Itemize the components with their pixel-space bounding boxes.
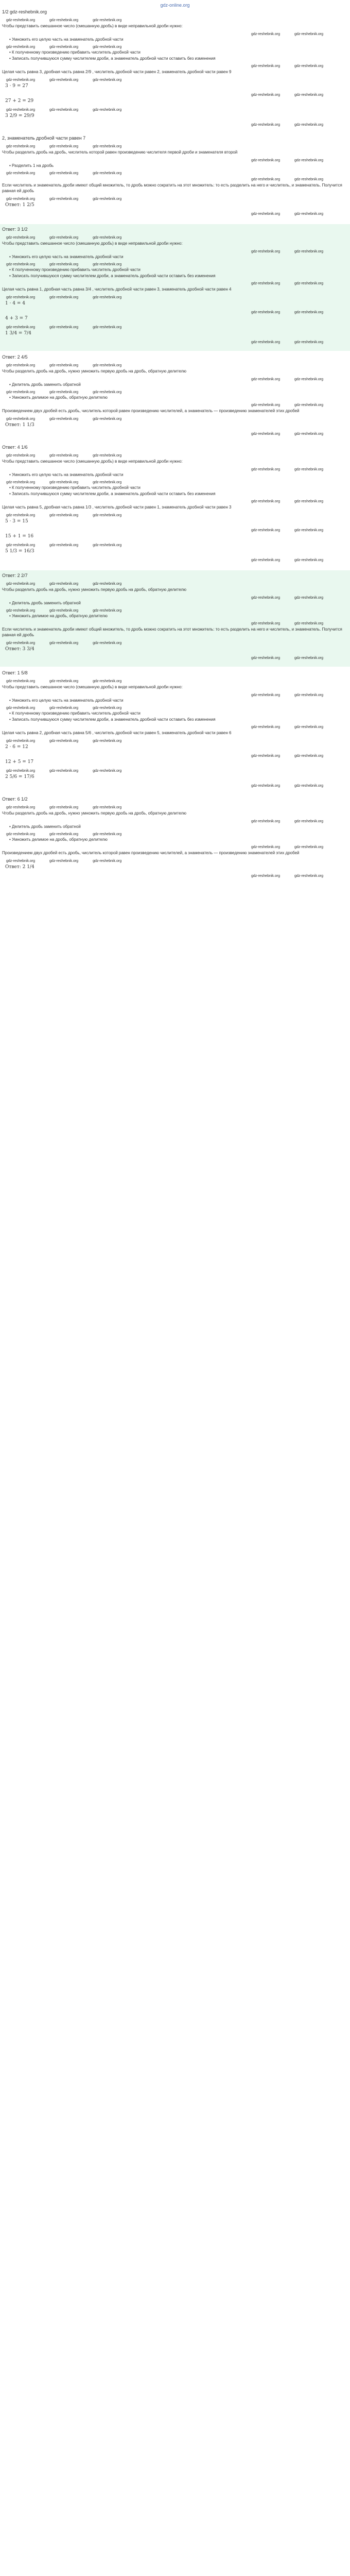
watermark-text: gdz-reshebnik.org: [294, 656, 323, 660]
watermark-text: gdz-reshebnik.org: [6, 706, 36, 710]
watermark-text: gdz-reshebnik.org: [251, 178, 280, 181]
task-text: Чтобы разделить дробь на дробь, числитель которой равен произведению числителя первой дроби и знаменателя второй: [2, 150, 238, 155]
watermark-text: gdz-reshebnik.org: [49, 481, 79, 484]
watermark-row: [2, 619, 348, 625]
task-text: Чтобы разделить дробь на дробь, нужно умножить первую дробь на дробь, обратную делителю: [2, 587, 187, 592]
formula-line: 2 · 6 = 12: [5, 744, 28, 750]
page: [0, 0, 350, 883]
watermark-text: gdz-reshebnik.org: [6, 641, 36, 645]
watermark-row: [2, 308, 348, 314]
step-item: • Делитель дробь заменить обратной: [9, 601, 81, 605]
watermark-text: gdz-reshebnik.org: [251, 558, 280, 562]
watermark-text: gdz-reshebnik.org: [251, 468, 280, 471]
task-text: Чтобы представить смешанное число (смешанную дробь) в виде неправильной дроби нужно:: [2, 24, 183, 28]
watermark-text: gdz-reshebnik.org: [294, 558, 323, 562]
block-intro: Ответ: 4 1/6: [2, 445, 28, 450]
step-item: • К полученному произведению прибавить числитель дробной части: [9, 267, 141, 272]
watermark-row: [2, 16, 348, 22]
formula-line: 12 + 5 = 17: [5, 759, 34, 765]
watermark-row: [2, 691, 348, 697]
watermark-row: [2, 465, 348, 471]
explanation-line: Целая часть равна 5, дробная часть равна 1/3 , числитель дробной части равен 1, знаменатель дробной части равен 3: [2, 505, 232, 510]
explanation-line: Целая часть равна 2, дробная часть равна 5/6 , числитель дробной части равен 5, знаменатель дробной части равен 6: [2, 731, 232, 735]
watermark-row: [2, 30, 348, 36]
watermark-text: gdz-reshebnik.org: [294, 178, 323, 181]
watermark-row: [2, 338, 348, 344]
watermark-text: gdz-reshebnik.org: [49, 739, 79, 743]
watermark-text: gdz-reshebnik.org: [6, 45, 36, 49]
watermark-row: [2, 121, 348, 127]
watermark-text: gdz-reshebnik.org: [6, 197, 36, 201]
watermark-row: [2, 857, 348, 863]
watermark-text: gdz-reshebnik.org: [49, 833, 79, 836]
watermark-text: gdz-reshebnik.org: [49, 706, 79, 710]
watermark-text: gdz-reshebnik.org: [93, 609, 122, 613]
watermark-text: gdz-reshebnik.org: [294, 820, 323, 823]
watermark-row: [2, 279, 348, 285]
watermark-row: [2, 156, 348, 162]
task-text: Чтобы представить смешанное число (смешанную дробь) в виде неправильной дроби нужно:: [2, 459, 183, 464]
watermark-text: gdz-reshebnik.org: [294, 212, 323, 216]
step-item: • Умножить делимое на дробь, обратную делителю: [9, 395, 108, 400]
watermark-text: gdz-reshebnik.org: [251, 754, 280, 758]
watermark-text: gdz-reshebnik.org: [93, 364, 122, 367]
formula-line: 15 + 1 = 16: [5, 534, 34, 539]
step-item: • Умножить его целую часть на знаменатель дробной части: [9, 255, 124, 259]
formula-line: Ответ: 1 2/5: [5, 202, 34, 208]
watermark-text: gdz-reshebnik.org: [294, 403, 323, 407]
watermark-text: gdz-reshebnik.org: [251, 845, 280, 849]
step-item: • Умножить его целую часть на знаменатель дробной части: [9, 698, 124, 703]
watermark-text: gdz-reshebnik.org: [251, 311, 280, 314]
watermark-text: gdz-reshebnik.org: [251, 93, 280, 97]
solution-block: [2, 9, 348, 132]
watermark-text: gdz-reshebnik.org: [49, 641, 79, 645]
watermark-text: gdz-reshebnik.org: [294, 622, 323, 625]
watermark-text: gdz-reshebnik.org: [93, 544, 122, 547]
watermark-row: [2, 752, 348, 758]
watermark-text: gdz-reshebnik.org: [6, 236, 36, 240]
watermark-text: gdz-reshebnik.org: [251, 820, 280, 823]
watermark-row: [2, 375, 348, 381]
watermark-text: gdz-reshebnik.org: [6, 609, 36, 613]
watermark-row: [2, 639, 348, 645]
step-item: • Записать получившуюся сумму числителем дроби, а знаменатель дробной части оставить без изменения: [9, 274, 216, 278]
watermark-text: gdz-reshebnik.org: [6, 582, 36, 586]
watermark-text: gdz-reshebnik.org: [294, 468, 323, 471]
watermark-row: [2, 556, 348, 562]
watermark-text: gdz-reshebnik.org: [49, 19, 79, 22]
watermark-text: gdz-reshebnik.org: [49, 108, 79, 112]
watermark-text: gdz-reshebnik.org: [6, 544, 36, 547]
watermark-row: [2, 817, 348, 823]
watermark-row: [2, 737, 348, 743]
watermark-text: gdz-reshebnik.org: [6, 680, 36, 683]
watermark-text: gdz-reshebnik.org: [49, 454, 79, 457]
watermark-text: gdz-reshebnik.org: [6, 806, 36, 809]
watermark-row: [2, 594, 348, 600]
watermark-text: gdz-reshebnik.org: [251, 874, 280, 878]
watermark-row: [2, 210, 348, 216]
watermark-text: gdz-reshebnik.org: [294, 784, 323, 788]
watermark-row: [2, 293, 348, 299]
watermark-text: gdz-reshebnik.org: [93, 145, 122, 148]
watermark-text: gdz-reshebnik.org: [93, 263, 122, 266]
watermark-text: gdz-reshebnik.org: [49, 609, 79, 613]
formula-line: 3 2/9 = 29/9: [5, 113, 34, 118]
watermark-text: gdz-reshebnik.org: [251, 693, 280, 697]
watermark-row: [2, 361, 348, 367]
watermark-text: gdz-reshebnik.org: [294, 159, 323, 162]
watermark-text: gdz-reshebnik.org: [251, 341, 280, 344]
watermark-row: [2, 43, 348, 49]
watermark-text: gdz-reshebnik.org: [6, 326, 36, 329]
task-text: Чтобы представить смешанное число (смешанную дробь) в виде неправильной дроби нужно:: [2, 685, 183, 689]
formula-line: 27 + 2 = 29: [5, 98, 34, 104]
watermark-text: gdz-reshebnik.org: [93, 706, 122, 710]
watermark-text: gdz-reshebnik.org: [294, 529, 323, 532]
watermark-text: gdz-reshebnik.org: [251, 529, 280, 532]
step-item: • К полученному произведению прибавить числитель дробной части: [9, 711, 141, 716]
watermark-text: gdz-reshebnik.org: [251, 212, 280, 216]
formula-line: Ответ: 1 1/3: [5, 422, 34, 428]
watermark-text: gdz-reshebnik.org: [294, 64, 323, 68]
watermark-text: gdz-reshebnik.org: [294, 432, 323, 436]
watermark-text: gdz-reshebnik.org: [6, 391, 36, 394]
block-intro: Ответ: 2 2/7: [2, 573, 28, 578]
watermark-row: [2, 233, 348, 240]
watermark-text: gdz-reshebnik.org: [6, 454, 36, 457]
formula-line: Ответ: 2 1/4: [5, 865, 34, 870]
watermark-text: gdz-reshebnik.org: [93, 391, 122, 394]
step-item: • К полученному произведению прибавить числитель дробной части: [9, 485, 141, 490]
watermark-text: gdz-reshebnik.org: [6, 364, 36, 367]
watermark-row: [2, 430, 348, 436]
watermark-text: gdz-reshebnik.org: [294, 725, 323, 729]
watermark-text: gdz-reshebnik.org: [251, 32, 280, 36]
watermark-row: [2, 415, 348, 421]
watermark-text: gdz-reshebnik.org: [251, 656, 280, 660]
block-intro: Ответ: 2 4/5: [2, 354, 28, 360]
watermark-text: gdz-reshebnik.org: [251, 282, 280, 285]
watermark-text: gdz-reshebnik.org: [294, 32, 323, 36]
watermark-row: [2, 91, 348, 97]
watermark-text: gdz-reshebnik.org: [6, 769, 36, 773]
block-intro: Ответ: 6 1/2: [2, 796, 28, 802]
watermark-text: gdz-reshebnik.org: [6, 19, 36, 22]
watermark-text: gdz-reshebnik.org: [6, 481, 36, 484]
watermark-row: [2, 723, 348, 729]
watermark-text: gdz-reshebnik.org: [93, 19, 122, 22]
formula-line: 2 5/6 = 17/6: [5, 774, 34, 779]
block-intro: Ответ: 1 5/8: [2, 670, 28, 675]
watermark-text: gdz-reshebnik.org: [6, 859, 36, 863]
watermark-row: [2, 169, 348, 175]
watermark-text: gdz-reshebnik.org: [251, 378, 280, 381]
watermark-text: gdz-reshebnik.org: [93, 582, 122, 586]
watermark-row: [2, 511, 348, 517]
watermark-row: [2, 606, 348, 613]
solution-block: [2, 796, 348, 883]
task-text: Чтобы разделить дробь на дробь, нужно умножить первую дробь на дробь, обратную делителю: [2, 369, 187, 374]
watermark-text: gdz-reshebnik.org: [251, 725, 280, 729]
watermark-text: gdz-reshebnik.org: [294, 874, 323, 878]
watermark-row: [2, 451, 348, 457]
watermark-text: gdz-reshebnik.org: [294, 250, 323, 253]
task-text: Чтобы разделить дробь на дробь, нужно умножить первую дробь на дробь, обратную делителю: [2, 811, 187, 816]
watermark-text: gdz-reshebnik.org: [49, 145, 79, 148]
watermark-text: gdz-reshebnik.org: [49, 78, 79, 82]
watermark-text: gdz-reshebnik.org: [49, 364, 79, 367]
watermark-text: gdz-reshebnik.org: [6, 739, 36, 743]
watermark-row: [2, 830, 348, 836]
watermark-text: gdz-reshebnik.org: [294, 378, 323, 381]
watermark-text: gdz-reshebnik.org: [49, 544, 79, 547]
watermark-text: gdz-reshebnik.org: [6, 417, 36, 421]
watermark-row: [2, 541, 348, 547]
formula-line: 3 · 9 = 27: [5, 83, 28, 89]
watermark-text: gdz-reshebnik.org: [93, 769, 122, 773]
watermark-row: [2, 803, 348, 809]
explanation-line: Произведением двух дробей есть дробь, числитель которой равен произведению числителей, а знаменатель — произведению знаменателей этих дробей: [2, 409, 300, 413]
watermark-text: gdz-reshebnik.org: [93, 78, 122, 82]
watermark-row: [2, 62, 348, 68]
watermark-text: gdz-reshebnik.org: [49, 806, 79, 809]
formula-line: Ответ: 3 3/4: [5, 647, 34, 652]
step-item: • Записать получившуюся сумму числителем дроби, а знаменатель дробной части оставить без изменения: [9, 717, 216, 722]
watermark-text: gdz-reshebnik.org: [294, 845, 323, 849]
watermark-text: gdz-reshebnik.org: [251, 596, 280, 600]
watermark-row: [2, 580, 348, 586]
watermark-row: [2, 478, 348, 484]
watermark-text: gdz-reshebnik.org: [93, 859, 122, 863]
watermark-row: [2, 872, 348, 878]
watermark-text: gdz-reshebnik.org: [93, 680, 122, 683]
step-item: • Умножить делимое на дробь, обратную делителю: [9, 614, 108, 618]
step-item: • Делитель дробь заменить обратной: [9, 824, 81, 829]
solution-content: [2, 9, 348, 883]
watermark-text: gdz-reshebnik.org: [49, 582, 79, 586]
watermark-text: gdz-reshebnik.org: [93, 833, 122, 836]
solution-block: [2, 135, 348, 221]
block-intro: Ответ: 3 1/2: [2, 227, 28, 232]
watermark-text: gdz-reshebnik.org: [251, 622, 280, 625]
watermark-text: gdz-reshebnik.org: [294, 311, 323, 314]
watermark-text: gdz-reshebnik.org: [294, 93, 323, 97]
step-item: • К полученному произведению прибавить числитель дробной части: [9, 50, 141, 55]
watermark-text: gdz-reshebnik.org: [6, 263, 36, 266]
formula-line: 5 1/3 = 16/3: [5, 549, 34, 554]
watermark-row: [2, 782, 348, 788]
watermark-text: gdz-reshebnik.org: [49, 326, 79, 329]
watermark-text: gdz-reshebnik.org: [6, 172, 36, 175]
watermark-text: gdz-reshebnik.org: [93, 454, 122, 457]
watermark-row: [2, 76, 348, 82]
watermark-text: gdz-reshebnik.org: [49, 859, 79, 863]
watermark-text: gdz-reshebnik.org: [49, 236, 79, 240]
watermark-row: [2, 677, 348, 683]
solution-block: [0, 570, 350, 667]
watermark-row: [2, 323, 348, 329]
watermark-text: gdz-reshebnik.org: [93, 296, 122, 299]
watermark-row: [2, 401, 348, 407]
step-item: • Делитель дробь заменить обратной: [9, 382, 81, 387]
solution-block: [2, 444, 348, 567]
explanation-line: Если числитель и знаменатель дроби имеют общий множитель, то дробь можно сократить на этот множитель: то есть разделить на него и числитель, и знаменатель. Получится равная ей дробь: [2, 183, 342, 193]
watermark-text: gdz-reshebnik.org: [93, 739, 122, 743]
watermark-text: gdz-reshebnik.org: [93, 326, 122, 329]
watermark-text: gdz-reshebnik.org: [294, 282, 323, 285]
watermark-row: [2, 843, 348, 849]
watermark-text: gdz-reshebnik.org: [294, 596, 323, 600]
step-item: • Умножить делимое на дробь, обратную делителю: [9, 837, 108, 842]
watermark-text: gdz-reshebnik.org: [93, 197, 122, 201]
watermark-text: gdz-reshebnik.org: [93, 108, 122, 112]
explanation-line: Целая часть равна 1, дробная часть равна 3/4 , числитель дробной части равен 3, знаменатель дробной части равен 4: [2, 287, 232, 292]
watermark-text: gdz-reshebnik.org: [49, 172, 79, 175]
watermark-text: gdz-reshebnik.org: [93, 236, 122, 240]
watermark-text: gdz-reshebnik.org: [251, 784, 280, 788]
formula-line: 5 · 3 = 15: [5, 519, 28, 524]
watermark-text: gdz-reshebnik.org: [6, 833, 36, 836]
watermark-row: [2, 106, 348, 112]
watermark-text: gdz-reshebnik.org: [6, 145, 36, 148]
watermark-row: [2, 388, 348, 394]
solution-block: [2, 670, 348, 793]
watermark-text: gdz-reshebnik.org: [93, 45, 122, 49]
formula-line: 1 3/4 = 7/4: [5, 331, 31, 336]
watermark-text: gdz-reshebnik.org: [6, 296, 36, 299]
step-item: • Умножить его целую часть на знаменатель дробной части: [9, 472, 124, 477]
watermark-text: gdz-reshebnik.org: [6, 514, 36, 517]
watermark-row: [2, 247, 348, 253]
watermark-text: gdz-reshebnik.org: [49, 417, 79, 421]
watermark-text: gdz-reshebnik.org: [93, 514, 122, 517]
watermark-text: gdz-reshebnik.org: [294, 123, 323, 127]
watermark-text: gdz-reshebnik.org: [294, 500, 323, 503]
watermark-text: gdz-reshebnik.org: [49, 197, 79, 201]
explanation-line: Если числитель и знаменатель дроби имеют общий множитель, то дробь можно сократить на этот множитель: то есть разделить на него и числитель, и знаменатель. Получится равная ей дробь: [2, 627, 342, 637]
watermark-text: gdz-reshebnik.org: [93, 806, 122, 809]
watermark-row: [2, 526, 348, 532]
solution-block: [2, 354, 348, 441]
watermark-text: gdz-reshebnik.org: [6, 108, 36, 112]
watermark-row: [2, 497, 348, 503]
explanation-line: Произведением двух дробей есть дробь, числитель которой равен произведению числителей, а знаменатель — произведению знаменателей этих дробей: [2, 851, 300, 855]
watermark-row: [2, 704, 348, 710]
watermark-text: gdz-reshebnik.org: [49, 296, 79, 299]
watermark-text: gdz-reshebnik.org: [251, 250, 280, 253]
watermark-text: gdz-reshebnik.org: [251, 64, 280, 68]
watermark-text: gdz-reshebnik.org: [93, 172, 122, 175]
step-item: • Записать получившуюся сумму числителем дроби, а знаменатель дробной части оставить без изменения: [9, 56, 216, 61]
watermark-row: [2, 654, 348, 660]
watermark-text: gdz-reshebnik.org: [251, 432, 280, 436]
watermark-text: gdz-reshebnik.org: [251, 123, 280, 127]
watermark-text: gdz-reshebnik.org: [49, 391, 79, 394]
watermark-text: gdz-reshebnik.org: [93, 481, 122, 484]
step-item: • Умножить его целую часть на знаменатель дробной части: [9, 37, 124, 42]
step-item: • Разделить 1 на дробь: [9, 163, 54, 168]
watermark-text: gdz-reshebnik.org: [93, 417, 122, 421]
task-text: Чтобы представить смешанное число (смешанную дробь) в виде неправильной дроби нужно:: [2, 241, 183, 246]
watermark-text: gdz-reshebnik.org: [294, 754, 323, 758]
watermark-text: gdz-reshebnik.org: [49, 769, 79, 773]
watermark-row: [2, 260, 348, 266]
site-link[interactable]: gdz-online.org: [160, 3, 190, 8]
watermark-text: gdz-reshebnik.org: [251, 159, 280, 162]
watermark-text: gdz-reshebnik.org: [49, 263, 79, 266]
explanation-line: Целая часть равна 3, дробная часть равна 2/9 , числитель дробной части равен 2, знаменатель дробной части равен 9: [2, 70, 232, 74]
watermark-text: gdz-reshebnik.org: [294, 693, 323, 697]
watermark-text: gdz-reshebnik.org: [294, 341, 323, 344]
watermark-text: gdz-reshebnik.org: [49, 680, 79, 683]
formula-line: 4 + 3 = 7: [5, 316, 28, 321]
step-item: • Записать получившуюся сумму числителем дроби, а знаменатель дробной части оставить без изменения: [9, 492, 216, 496]
watermark-text: gdz-reshebnik.org: [49, 45, 79, 49]
formula-line: 1 · 4 = 4: [5, 301, 26, 306]
watermark-text: gdz-reshebnik.org: [6, 78, 36, 82]
watermark-text: gdz-reshebnik.org: [251, 500, 280, 503]
block-intro: 2, знаменатель дробной части равен 7: [2, 135, 86, 141]
block-intro: 1/2 gdz-reshebnik.org: [2, 9, 47, 14]
solution-block: [0, 224, 350, 351]
watermark-text: gdz-reshebnik.org: [251, 403, 280, 407]
watermark-row: [2, 767, 348, 773]
watermark-row: [2, 195, 348, 201]
watermark-text: gdz-reshebnik.org: [93, 641, 122, 645]
watermark-text: gdz-reshebnik.org: [49, 514, 79, 517]
watermark-row: [2, 142, 348, 148]
